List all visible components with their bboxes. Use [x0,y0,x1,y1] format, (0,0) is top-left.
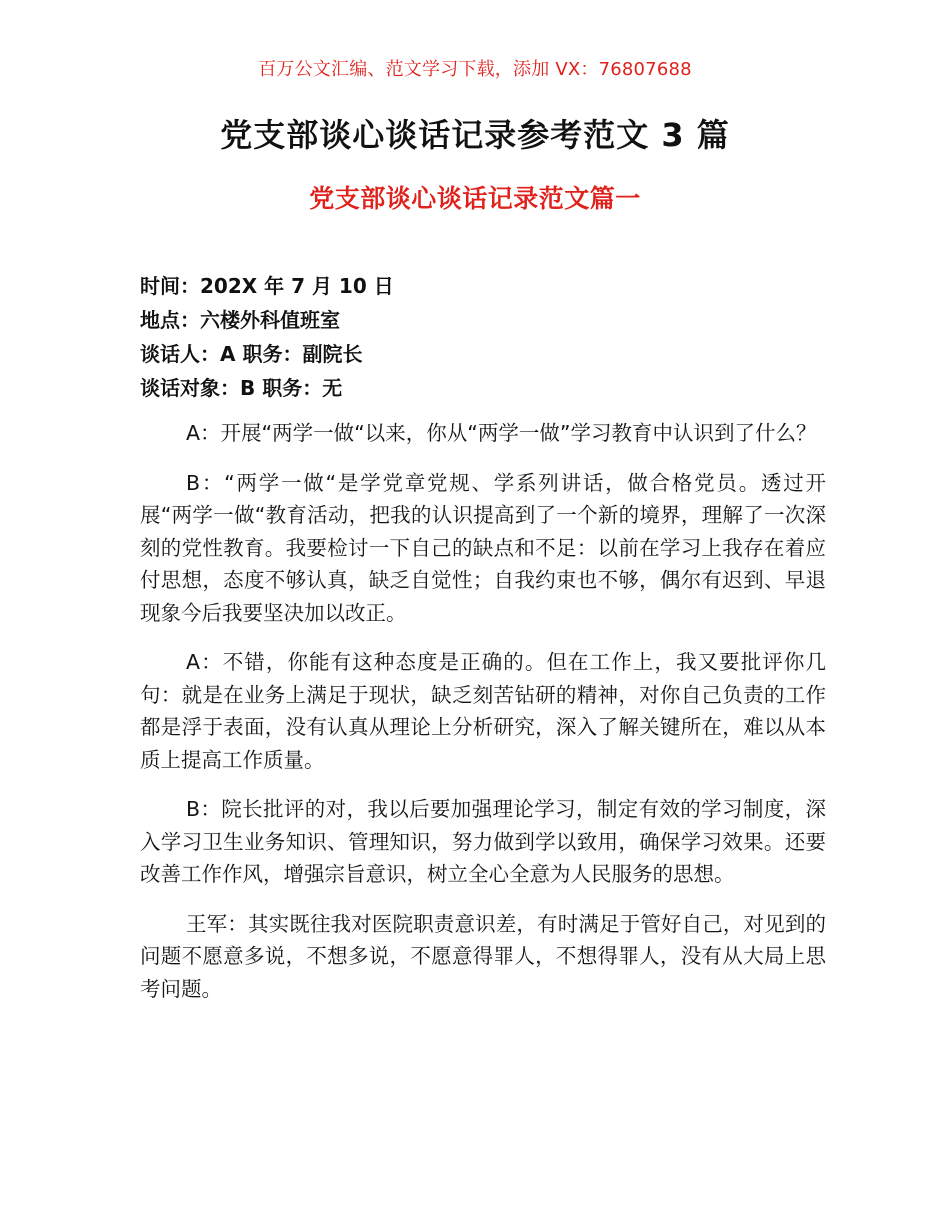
dialogue-paragraph: A：不错，你能有这种态度是正确的。但在工作上，我又要批评你几句：就是在业务上满足于现状，缺乏刻苦钻研的精神，对你自己负责的工作都是浮于表面，没有认真从理论上分析研究，深入了解关键所在，难以从本质上提高工作质量。 [140,650,826,772]
meeting-location: 地点：六楼外科值班室 [140,308,340,332]
dialogue-paragraph: 王军：其实既往我对医院职责意识差，有时满足于管好自己，对见到的问题不愿意多说，不想多说，不愿意得罪人，不想得罪人，没有从大局上思考问题。 [140,911,826,1001]
interviewee: 谈话对象：B 职务：无 [140,376,343,400]
dialogue-paragraph: B：院长批评的对，我以后要加强理论学习，制定有效的学习制度，深入学习卫生业务知识、管理知识，努力做到学以致用，确保学习效果。还要改善工作作风，增强宗旨意识，树立全心全意为人民服务的思想。 [140,797,826,886]
dialogue-paragraph: B：“两学一做“是学党章党规、学系列讲话，做合格党员。透过开展“两学一做“教育活动，把我的认识提高到了一个新的境界，理解了一次深刻的党性教育。我要检讨一下自己的缺点和不足：以前在学习上我存在着应付思想，态度不够认真，缺乏自觉性；自我约束也不够，偶尔有迟到、早退现象今后我要坚决加以改正。 [140,470,826,625]
document-title: 党支部谈心谈话记录参考范文 3 篇 [220,116,730,154]
interviewer: 谈话人：A 职务：副院长 [140,342,363,366]
meeting-time: 时间：202X 年 7 月 10 日 [140,274,394,298]
dialogue-paragraph: A：开展“两学一做“以来，你从“两学一做”学习教育中认识到了什么？ [186,421,817,445]
promo-banner: 百万公文汇编、范文学习下载，添加 VX：76807688 [258,59,692,80]
meeting-info [140,269,820,405]
dialogue-body [140,417,826,1022]
section-title: 党支部谈心谈话记录范文篇一 [309,184,641,213]
